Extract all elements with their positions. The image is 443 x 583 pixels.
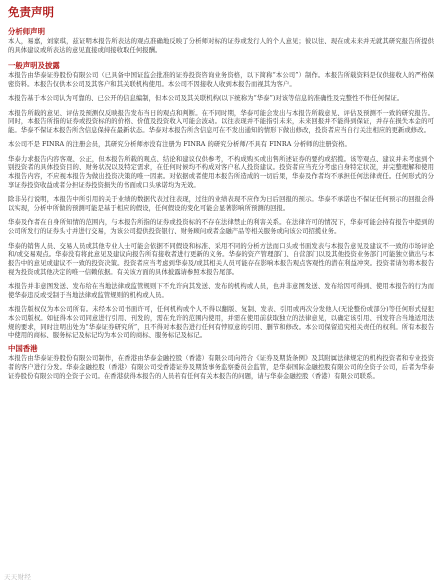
general-paragraph-6: 除非另行说明，本报告中所引用的关于业绩的数据代表过往表现，过往的业绩表现不应作为日后回报的预示。华泰不承诺也不保证任何预示的回报会得以实现，分析中所做的预测可能是基于相应的假设，任何假设的变化可能会显著影响所预测的回报。 [8, 196, 434, 213]
general-paragraph-1: 本报告由华泰证券股份有限公司（已具备中国证监会批准的证券投资咨询业务资格，以下简称“本公司”）制作。本报告所载资料是仅供接收人的严格保密资料。本报告仅供本公司及其客户和其关联机构使用。本公司不因接收人收到本报告而视其为客户。 [8, 72, 434, 88]
page-title: 免责声明 [8, 5, 54, 19]
hongkong-heading: 中国香港 [8, 344, 38, 354]
analyst-statement-heading: 分析师声明 [8, 27, 45, 36]
general-paragraph-7: 华泰及作者在自身所知情的范围内，与本报告所指的证券或投资标的不存在法律禁止的利害关系。在法律许可的情况下，华泰可能会持有报告中提到的公司所发行的证券头寸并进行交易，为该公司提供投资银行、财务顾问或者金融产品等相关服务或向该公司招揽业务。 [8, 219, 434, 236]
general-paragraph-10: 本报告版权仅为本公司所有。未经本公司书面许可，任何机构或个人不得以翻版、复制、发表、引用或再次分发他人(无论整份或部分)等任何形式侵犯本公司版权。如征得本公司同意进行引用、刊发的，需在允许的范围内使用，并需在使用前获取独立的法律意见，以确定该引用、刊发符合当地适用法规的要求，同时注明出处为“华泰证券研究所”，且不得对本报告进行任何有悖原意的引用、删节和修改。本公司保留追究相关责任的权利。所有本报告中使用的商标、服务标记及标记均为本公司的商标、服务标记及标记。 [8, 306, 434, 340]
general-paragraph-9: 本报告并非意图发送、发布给在当地法律或监管规则下不允许向其发送、发布的机构或人员，也并非意图发送、发布给因可得到、使用本报告的行为而使华泰违反或受制于当地法律或监管规则的机构或人员。 [8, 283, 434, 299]
watermark-logo: 天天财经 [4, 573, 32, 581]
general-paragraph-3: 本报告所载的意见、评估及预测仅反映报告发布当日的观点和判断。在不同时期，华泰可能会发出与本报告所载意见、评估及预测不一致的研究报告。同时，本报告所指的证券或投资标的的价格、价值及投资收入可能会波动。以往表现并不能指引未来，未来回报并不能得到保证，并存在损失本金的可能。华泰不保证本报告所含信息保持在最新状态。华泰对本报告所含信息可在不发出通知的情形下做出修改，投资者应当自行关注相应的更新或修改。 [8, 109, 434, 135]
analyst-statement-text: 本人，易嘉，刘家琪，兹证明本报告所表达的观点准确地反映了分析师对标的证券或发行人的个人意见；彼以往、现在或未来并无就其研究报告所提供的具体建议或所表达的意见直接或间接收取任何报酬。 [8, 38, 434, 54]
general-paragraph-4: 本公司不是 FINRA 的注册会员，其研究分析师亦没有注册为 FINRA 的研究分析师/不具有 FINRA 分析师的注册资格。 [8, 141, 351, 149]
general-paragraph-8: 华泰的销售人员、交易人员或其他专业人士可能会依据不同假设和标准、采用不同的分析方法而口头或书面发表与本报告意见及建议不一致的市场评论和/或交易观点。华泰没有将此意见及建议向报告所有接收者进行更新的义务。华泰的资产管理部门、自营部门以及其他投资业务部门可能独立做出与本报告中的意见或建议不一致的投资决策。投资者应当考虑到华泰及/或其相关人员可能存在影响本报告观点客观性的潜在利益冲突。投资者请勿将本报告视为投资或其他决定的唯一信赖依据。有关该方面的具体披露请参照本报告尾部。 [8, 242, 434, 276]
general-disclosure-heading: 一般声明及披露 [8, 61, 60, 71]
disclaimer-page [8, 5, 434, 387]
hongkong-paragraph: 本报告由华泰证券股份有限公司制作，在香港由华泰金融控股（香港）有限公司向符合《证券及期货条例》及其附属法律规定的机构投资者和专业投资者的客户进行分发。华泰金融控股（香港）有限公司受香港证券及期货事务监察委员会监管，是华泰国际金融控股有限公司的全资子公司，后者为华泰证券股份有限公司的全资子公司。在香港获得本报告的人员若有任何有关本报告的问题，请与华泰金融控股（香港）有限公司联系。 [8, 355, 434, 380]
general-paragraph-5: 华泰力求报告内容客观、公正，但本报告所载的观点、结论和建议仅供参考，不构成购买或出售所述证券的要约或招揽。该等观点、建议并未考虑到个别投资者的具体投资目的、财务状况以及特定需求，在任何时候均不构成对客户私人投资建议。投资者应当充分考虑自身特定状况，并完整理解和使用本报告内容，不应视本报告为做出投资决策的唯一因素。对依据或者使用本报告所造成的一切后果，华泰及作者均不承担任何法律责任。任何形式的分享证券投资收益或者分担证券投资损失的书面或口头承诺均为无效。 [8, 155, 434, 189]
general-paragraph-2: 本报告基于本公司认为可靠的、已公开的信息编制，但本公司及其关联机构(以下统称为“华泰”)对该等信息的准确性及完整性不作任何保证。 [8, 95, 404, 103]
